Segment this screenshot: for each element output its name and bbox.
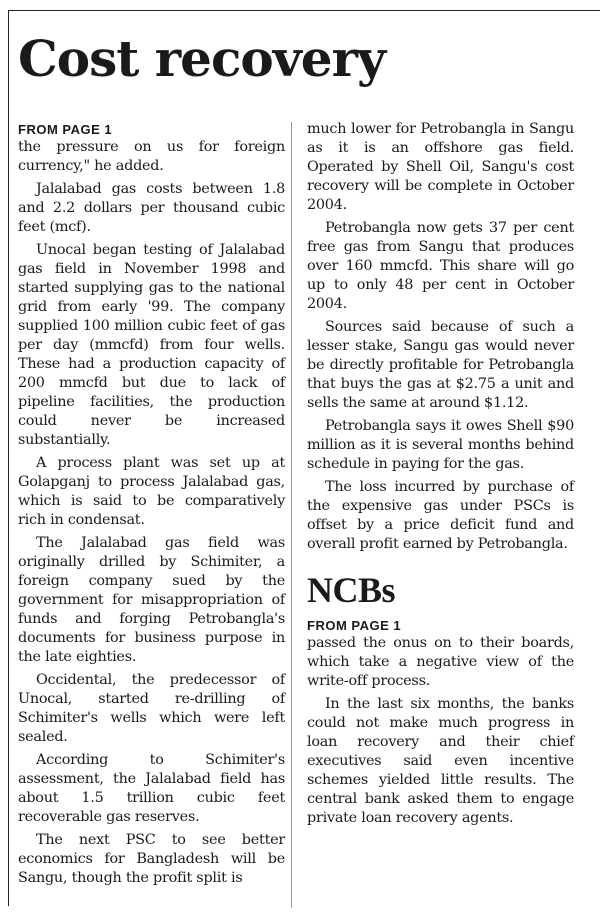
left-rule [8, 10, 9, 906]
paragraph: The next PSC to see better economics for Bangladesh will be Sangu, though the profit split is [18, 832, 285, 886]
paragraph: much lower for Petrobangla in Sangu as it is an offshore gas field. Operated by Shell Oil, Sangu's cost recovery will be complete in October 2004. [307, 121, 574, 213]
paragraph: The Jalalabad gas field was originally drilled by Schimiter, a foreign company sued by the government for misappropriation of funds and forging Petrobangla's documents for business purpose in the late eighties. [18, 535, 285, 665]
paragraph: passed the onus on to their boards, which take a negative view of the write-off process. [307, 635, 574, 689]
paragraph: A process plant was set up at Golapganj to process Jalalabad gas, which is said to be comparatively rich in condensat. [18, 455, 285, 528]
left-column [18, 120, 285, 892]
paragraph: The loss incurred by purchase of the expensive gas under PSCs is offset by a price deficit fund and overall profit earned by Petrobangla. [307, 479, 574, 552]
paragraph: the pressure on us for foreign currency," he added. [18, 139, 285, 174]
paragraph: Petrobangla says it owes Shell $90 million as it is several months behind schedule in paying for the gas. [307, 418, 574, 472]
ncbs-kicker-from-page-1: FROM PAGE 1 [307, 618, 402, 633]
paragraph: Unocal began testing of Jalalabad gas field in November 1998 and started supplying gas to the national grid from early '99. The company supplied 100 million cubic feet of gas per day (mmcfd) from four wells. These had a production capacity of 200 mmcfd but due to lack of pipeline facilities, the production could never be increased substantially. [18, 242, 285, 448]
paragraph: Jalalabad gas costs between 1.8 and 2.2 dollars per thousand cubic feet (mcf). [18, 181, 285, 235]
right-column [307, 120, 574, 832]
top-rule [8, 10, 600, 11]
paragraph: Occidental, the predecessor of Unocal, started re-drilling of Schimiter's wells which were left sealed. [18, 672, 285, 745]
paragraph: According to Schimiter's assessment, the Jalalabad field has about 1.5 trillion cubic feet recoverable gas reserves. [18, 752, 285, 825]
headline: Cost recovery [18, 29, 386, 88]
paragraph: Petrobangla now gets 37 per cent free gas from Sangu that produces over 160 mmcfd. This share will go up to only 48 per cent in October 2004. [307, 220, 574, 312]
kicker-from-page-1: FROM PAGE 1 [18, 122, 113, 137]
column-divider [291, 122, 292, 908]
paragraph: Sources said because of such a lesser stake, Sangu gas would never be directly profitable for Petrobangla that buys the gas at $2.75 a unit and sells the same at around $1.12. [307, 319, 574, 411]
ncbs-headline: NCBs [307, 570, 396, 610]
paragraph: In the last six months, the banks could not make much progress in loan recovery and their chief executives said even incentive schemes yielded little results. The central bank asked them to engage private loan recovery agents. [307, 696, 574, 826]
